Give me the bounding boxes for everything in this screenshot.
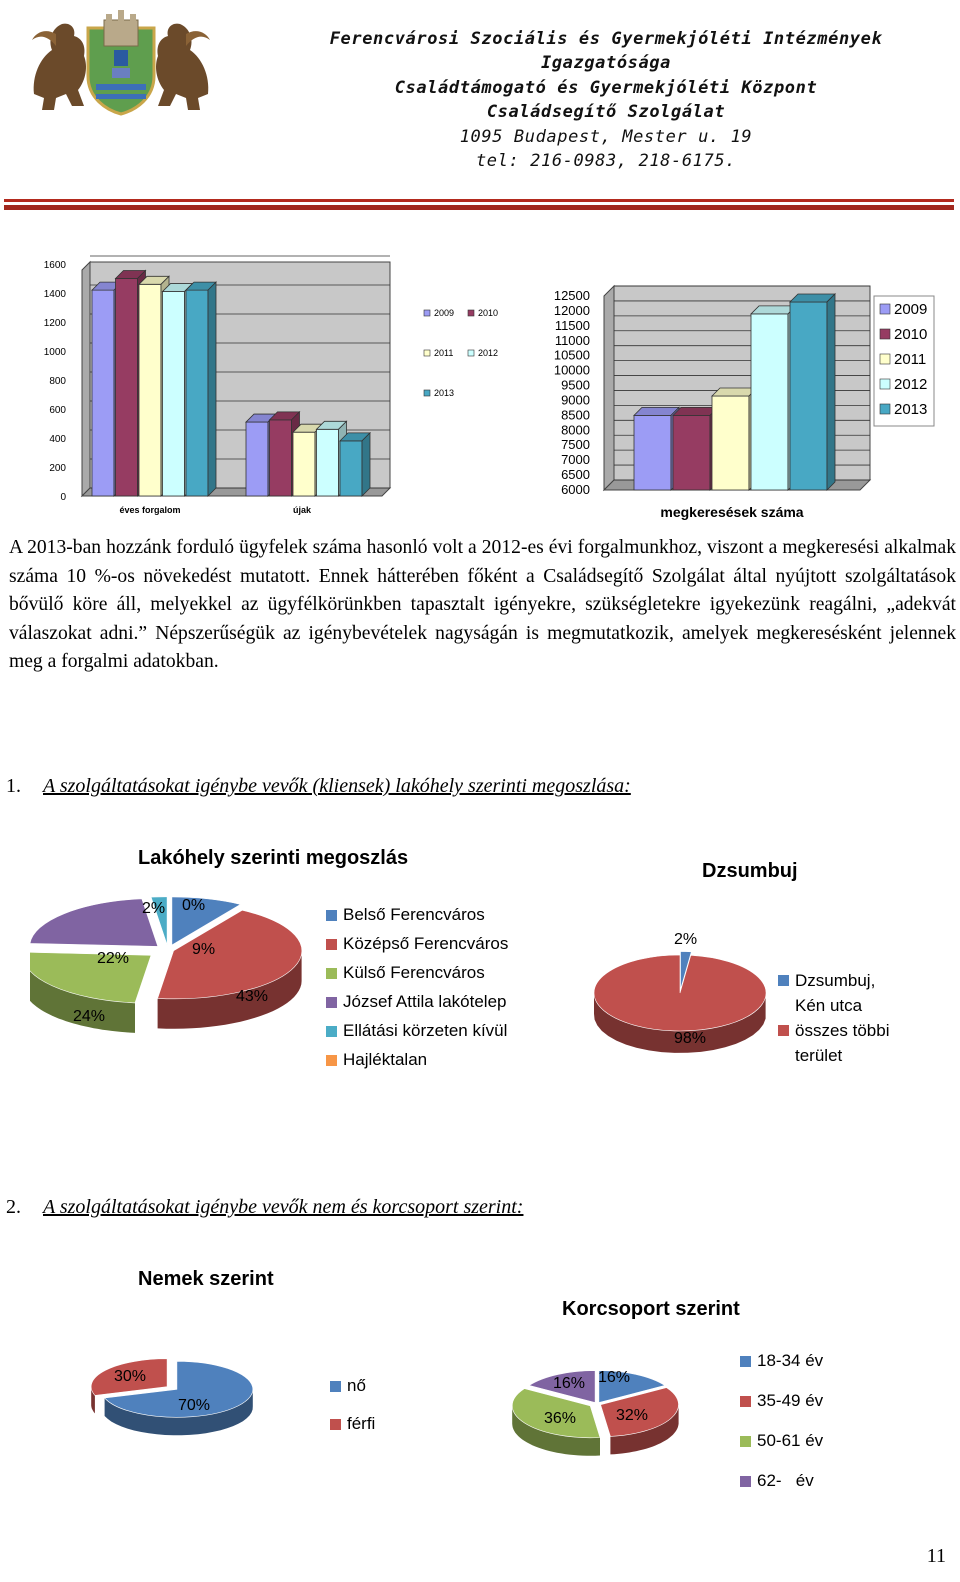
legend-swatch	[326, 910, 337, 921]
body-paragraph	[9, 534, 956, 677]
pie-dzsumbuj-chart	[585, 945, 775, 1075]
legend-label: 50-61 év	[757, 1431, 824, 1450]
header-line-4: Családsegítő Szolgálat	[486, 102, 726, 123]
legend-label: Hajléktalan	[343, 1050, 428, 1069]
legend-label: Dzsumbuj, Kén utca	[795, 971, 876, 1015]
legend-label: 2010	[478, 308, 499, 318]
legend-swatch	[740, 1396, 751, 1407]
legend-item	[740, 1351, 823, 1371]
y-tick-label: 1200	[43, 318, 66, 329]
legend-item	[740, 1471, 823, 1491]
pie-age-legend	[740, 1351, 823, 1500]
legend-item	[326, 1050, 508, 1070]
legend-swatch	[778, 975, 789, 986]
legend-label: Külső Ferencváros	[343, 963, 485, 982]
y-tick-label: 0	[60, 492, 66, 503]
legend-swatch	[326, 997, 337, 1008]
pie-dzsumbuj-label-2pct: 2%	[674, 931, 698, 948]
pie-residence-label-22pct: 22%	[97, 950, 130, 967]
y-tick-label: 8500	[561, 407, 590, 423]
header-line-2: Igazgatósága	[540, 53, 672, 74]
y-tick-label: 11500	[554, 317, 590, 333]
legend-label: 35-49 év	[757, 1391, 824, 1410]
bar-2009	[634, 407, 679, 490]
bar-2010-front	[673, 415, 710, 490]
legend-swatch	[326, 968, 337, 979]
legend-swatch	[880, 354, 890, 364]
pie-residence-label-24pct: 24%	[73, 1008, 106, 1025]
legend-item	[326, 905, 508, 925]
pie-residence-title: Lakóhely szerinti megoszlás	[138, 847, 409, 869]
bar-2011-0-front	[139, 284, 161, 496]
pie-age-label-32pct: 32%	[616, 1407, 649, 1424]
y-tick-label: 1400	[43, 289, 66, 300]
header-line-1: Ferencvárosi Szociális és Gyermekjóléti Intézmények	[329, 29, 883, 49]
legend-label: Ellátási körzeten kívül	[343, 1021, 508, 1040]
y-tick-label: 200	[49, 463, 66, 474]
legend-label: 62- év	[757, 1471, 814, 1490]
legend-label: Belső Ferencváros	[343, 905, 485, 924]
plot-side-wall	[82, 262, 90, 496]
bar-2009-front	[634, 415, 671, 490]
coat-of-arms-logo	[26, 6, 216, 118]
bar-2013-1	[340, 433, 370, 496]
legend-swatch	[424, 390, 430, 396]
pie-age-label-16pct-blue: 16%	[598, 1369, 631, 1386]
institution-header	[300, 27, 912, 173]
y-tick-label: 12000	[553, 302, 590, 318]
legend-label: férfi	[347, 1414, 376, 1433]
y-tick-label: 10000	[553, 362, 590, 378]
legend-swatch	[424, 310, 430, 316]
section-2-title: A szolgáltatásokat igénybe vevők nem és korcsoport szerint:	[43, 1196, 524, 1218]
y-tick-label: 6500	[561, 467, 590, 483]
legend-item	[326, 934, 508, 954]
y-tick-label: 9500	[561, 377, 590, 393]
section-1-title: A szolgáltatásokat igénybe vevők (kliensek) lakóhely szerinti megoszlása:	[43, 775, 631, 797]
bar-2011-front	[712, 396, 749, 490]
y-tick-label: 1000	[43, 347, 66, 358]
legend-label: 2012	[478, 348, 499, 358]
bar-2009-1-front	[246, 422, 268, 496]
legend-swatch	[880, 404, 890, 414]
pie-residence-label-9pct: 9%	[192, 941, 216, 958]
bar-2013-1-front	[340, 441, 362, 496]
legend-label: 2013	[894, 401, 928, 418]
y-tick-label: 9000	[561, 392, 590, 408]
y-tick-label: 1600	[43, 260, 66, 271]
legend-item	[778, 1018, 910, 1068]
body-paragraph-text: A 2013-ban hozzánk forduló ügyfelek száma hasonló volt a 2012-es évi forgalmunkhoz, viszont a megkeresési alkalmak száma 10 %-os növekedést mutatott. Ennek hátterében főként a Családsegítő Szolgálat által nyújtott szolgáltatások bővülő köre áll, melyekkel az ügyfélkörünkben tapasztalt igényekre, szükségletekre igyekezünk reagálni, „adekvát válaszokat adni.” Népszerűségük az igénybevételek nagyságán is megmutatkozik, amelyek megkeresésként jelennek meg a forgalmi adatokban.	[9, 537, 956, 673]
pie-age-label-16pct-purple: 16%	[553, 1375, 586, 1392]
y-tick-label: 6000	[561, 482, 590, 497]
bar-2012-front	[751, 314, 788, 490]
legend-swatch	[880, 379, 890, 389]
legend-swatch	[326, 1055, 337, 1066]
header-address: 1095 Budapest, Mester u. 19	[459, 126, 753, 147]
header-phone: tel: 216-0983, 218-6175.	[475, 151, 737, 172]
bar-2012	[751, 306, 796, 490]
y-tick-label: 600	[49, 405, 66, 416]
legend-swatch	[330, 1419, 341, 1430]
bar-2010	[673, 407, 718, 490]
pie-dzsumbuj-legend	[778, 968, 910, 1068]
legend-label: Középső Ferencváros	[343, 934, 509, 953]
bar-2011	[712, 388, 757, 490]
legend-item	[330, 1414, 375, 1434]
bar-2013-0-side	[208, 282, 216, 496]
bar-chart-requests	[520, 280, 960, 528]
plot-side-wall	[604, 286, 614, 490]
x-category-label: megkeresések száma	[660, 504, 804, 520]
legend-swatch	[424, 350, 430, 356]
legend-label: 18-34 év	[757, 1351, 824, 1370]
y-tick-label: 400	[49, 434, 66, 445]
legend-swatch	[740, 1476, 751, 1487]
bar-2013	[790, 294, 835, 490]
legend-label: 2012	[894, 376, 928, 393]
legend-label: 2011	[434, 348, 454, 358]
page-number: 11	[926, 1545, 946, 1567]
legend-label: 2009	[894, 301, 928, 318]
pie-residence-label-0pct: 0%	[182, 897, 206, 914]
bar-2010-1-front	[270, 420, 292, 496]
bar-2009-0-front	[92, 290, 114, 496]
pie-dzsumbuj-label-98pct: 98%	[674, 1030, 707, 1047]
x-category-label: újak	[292, 505, 312, 515]
pie-gender-title: Nemek szerint	[138, 1268, 274, 1290]
y-tick-label: 12500	[553, 288, 590, 303]
bar-2013-front	[790, 302, 827, 490]
bar-2013-side	[827, 294, 835, 490]
legend-label: József Attila lakótelep	[343, 992, 507, 1011]
legend-swatch	[326, 1026, 337, 1037]
y-tick-label: 8000	[561, 422, 590, 438]
legend-item	[740, 1431, 823, 1451]
legend-swatch	[880, 329, 890, 339]
legend-swatch	[326, 939, 337, 950]
section-2-number: 2.	[6, 1196, 21, 1218]
y-tick-label: 11000	[554, 332, 590, 348]
bar-2013-0	[186, 282, 216, 496]
pie-gender-label-70pct: 70%	[178, 1397, 211, 1414]
legend-item	[778, 968, 910, 1018]
pie-residence-chart	[30, 890, 320, 1090]
residence-slice	[30, 899, 158, 947]
legend-item	[740, 1391, 823, 1411]
header-line-3: Családtámogató és Gyermekjóléti Központ	[394, 77, 818, 98]
legend-label: 2013	[434, 388, 455, 398]
bar-2012-0-front	[163, 292, 185, 496]
y-tick-label: 7500	[561, 437, 590, 453]
legend-item	[326, 992, 508, 1012]
pie-gender-label-30pct: 30%	[114, 1368, 147, 1385]
legend-label: nő	[347, 1376, 366, 1395]
legend-item	[330, 1376, 375, 1396]
legend-swatch	[468, 350, 474, 356]
section-1-heading	[6, 775, 631, 798]
bar-2013-1-side	[362, 433, 370, 496]
pie-age-label-36pct: 36%	[544, 1410, 577, 1427]
y-tick-label: 7000	[561, 452, 590, 468]
pie-dzsumbuj-title: Dzsumbuj	[702, 860, 798, 882]
legend-swatch	[468, 310, 474, 316]
legend-label: 2010	[894, 326, 928, 343]
bar-2010-0-front	[116, 279, 138, 497]
bar-2013-0-front	[186, 290, 208, 496]
legend-label: összes többi terület	[795, 1021, 890, 1065]
legend-swatch	[880, 304, 890, 314]
x-category-label: éves forgalom	[119, 505, 181, 515]
bar-2012-1-front	[317, 429, 339, 496]
pie-residence-label-2pct: 2%	[142, 900, 166, 917]
pie-age-title: Korcsoport szerint	[562, 1298, 740, 1320]
header-rule-bottom	[4, 205, 954, 210]
y-tick-label: 800	[49, 376, 66, 387]
legend-swatch	[330, 1381, 341, 1392]
legend-label: 2009	[434, 308, 455, 318]
bar-2011-1-front	[293, 432, 315, 496]
legend-swatch	[740, 1356, 751, 1367]
pie-gender-legend	[330, 1376, 375, 1443]
legend-item	[326, 1021, 508, 1041]
legend-swatch	[778, 1025, 789, 1036]
pie-residence-legend	[326, 905, 508, 1079]
legend-swatch	[740, 1436, 751, 1447]
pie-gender-chart	[88, 1352, 258, 1452]
bar-chart-traffic	[0, 250, 520, 525]
legend-label: 2011	[894, 351, 927, 368]
section-2-heading	[6, 1196, 523, 1219]
pie-residence-label-43pct: 43%	[236, 988, 269, 1005]
legend-item	[326, 963, 508, 983]
dzsumbuj-slice	[594, 955, 766, 1031]
section-1-number: 1.	[6, 775, 21, 797]
header-rule-top	[4, 199, 954, 202]
y-tick-label: 10500	[553, 347, 590, 363]
